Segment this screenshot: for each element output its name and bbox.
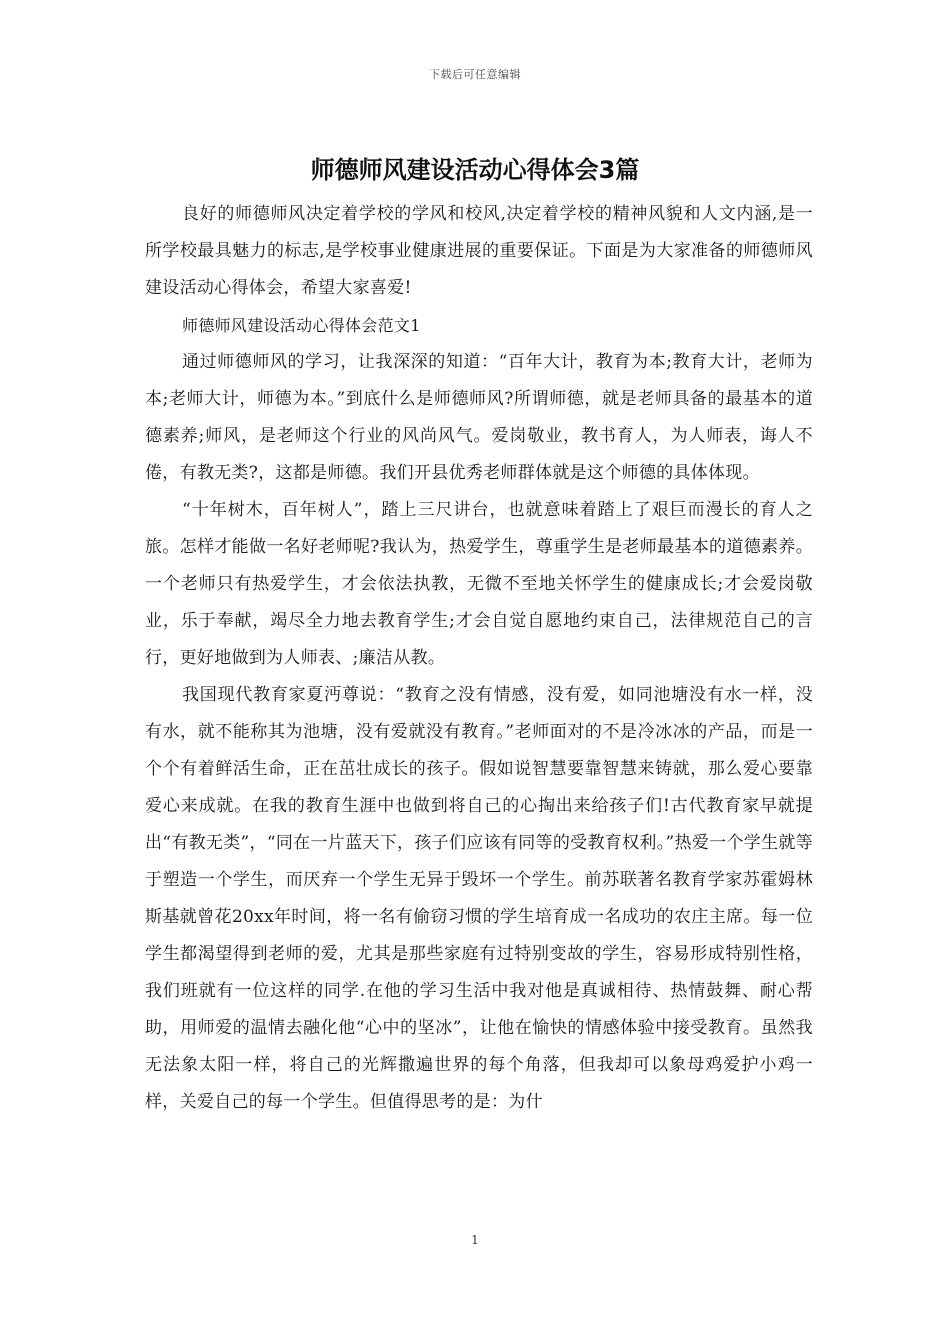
- document-body: [145, 196, 813, 1121]
- body-paragraph: 通过师德师风的学习，让我深深的知道：“百年大计，教育为本;教育大计，老师为本;老师大计，师德为本。”到底什么是师德师风?所谓师德，就是老师具备的最基本的道德素养;师风，是老师这个行业的风尚风气。爱岗敬业，教书育人，为人师表，诲人不倦，有教无类?，这都是师德。我们开县优秀老师群体就是这个师德的具体体现。: [145, 352, 813, 483]
- body-paragraph: “十年树木，百年树人”，踏上三尺讲台，也就意味着踏上了艰巨而漫长的育人之旅。怎样才能做一名好老师呢?我认为，热爱学生，尊重学生是老师最基本的道德素养。一个老师只有热爱学生，才会依法执教，无微不至地关怀学生的健康成长;才会爱岗敬业，乐于奉献，竭尽全力地去教育学生;才会自觉自愿地约束自己，法律规范自己的言行，更好地做到为人师表、;廉洁从教。: [145, 500, 813, 668]
- page-number: 1: [471, 1233, 479, 1247]
- header-note: 下载后可任意编辑: [429, 68, 521, 81]
- body-paragraph: 我国现代教育家夏沔尊说：“教育之没有情感，没有爱，如同池塘没有水一样，没有水，就不能称其为池塘，没有爱就没有教育。”老师面对的不是冷冰冰的产品，而是一个个有着鲜活生命，正在茁壮成长的孩子。假如说智慧要靠智慧来铸就，那么爱心要靠爱心来成就。在我的教育生涯中也做到将自己的心掏出来给孩子们!古代教育家早就提出“有教无类”，“同在一片蓝天下，孩子们应该有同等的受教育权利。”热爱一个学生就等于塑造一个学生，而厌弃一个学生无异于毁坏一个学生。前苏联著名教育学家苏霍姆林斯基就曾花20xx年时间，将一名有偷窃习惯的学生培育成一名成功的农庄主席。每一位学生都渴望得到老师的爱，尤其是那些家庭有过特别变故的学生，容易形成特别性格，我们班就有一位这样的同学.在他的学习生活中我对他是真诚相待、热情鼓舞、耐心帮助，用师爱的温情去融化他“心中的坚冰”，让他在愉快的情感体验中接受教育。虽然我无法象太阳一样，将自己的光辉撒遍世界的每个角落，但我却可以象母鸡爱护小鸡一样，关爱自己的每一个学生。但值得思考的是：为什: [145, 685, 813, 1112]
- section-heading: 师德师风建设活动心得体会范文1: [182, 316, 421, 335]
- document-title: 师德师风建设活动心得体会3篇: [310, 156, 640, 184]
- intro-paragraph: 良好的师德师风决定着学校的学风和校风,决定着学校的精神风貌和人文内涵,是一所学校最具魅力的标志,是学校事业健康进展的重要保证。下面是为大家准备的师德师风建设活动心得体会，希望大家喜爱!: [145, 204, 813, 298]
